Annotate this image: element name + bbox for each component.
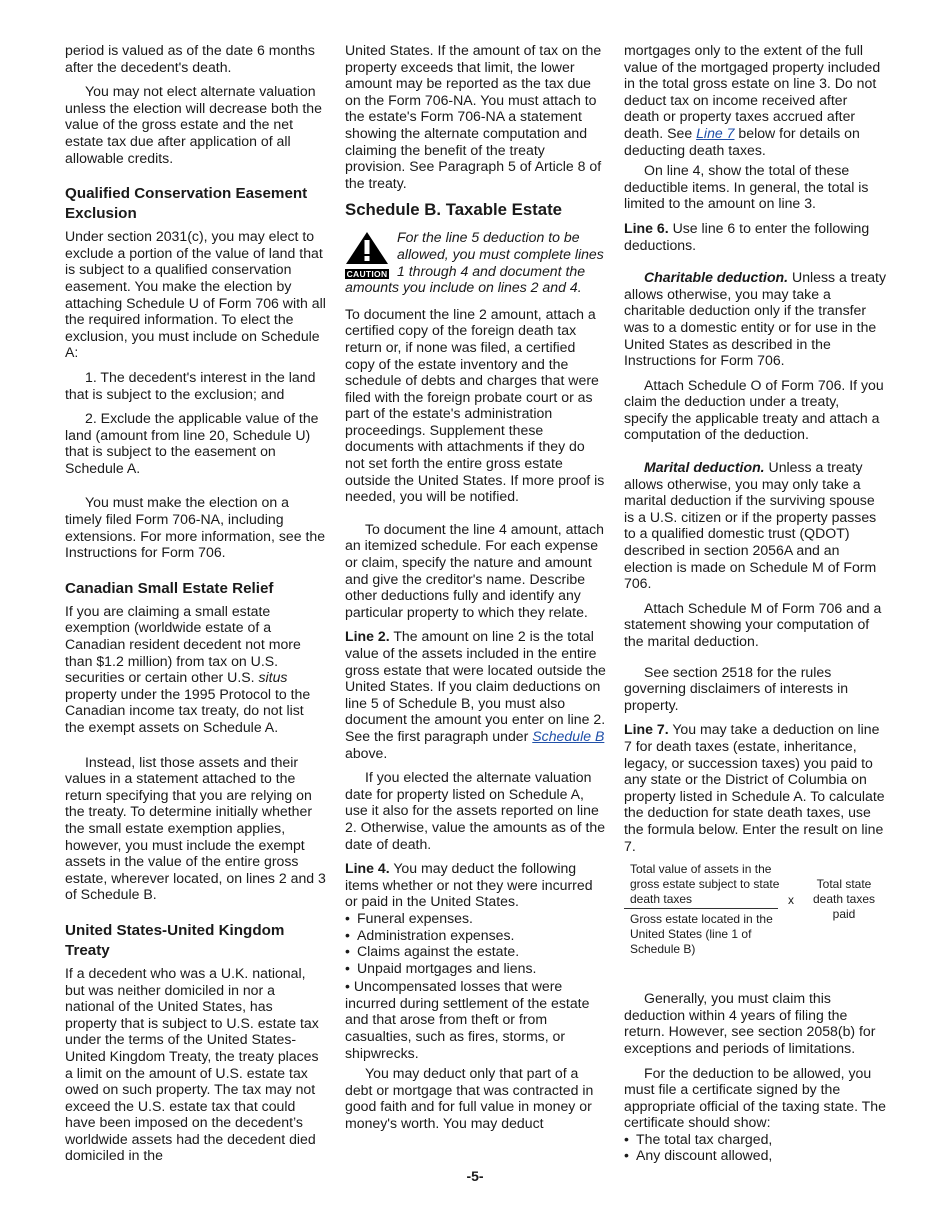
paragraph: You must make the election on a timely filed Form 706-NA, including extensions. For more information, see the Instructions for Form 706.	[65, 494, 326, 561]
paragraph: United States. If the amount of tax on the property exceeds that limit, the lower amount may be reported as the tax due on the Form 706-NA. You must attach to the estate's Form 706-NA a statement showing the alternate computation and claiming the benefit of the treaty provision. See Paragraph 5 of Article 8 of the treaty.	[345, 42, 602, 191]
list-item: • Funeral expenses.	[345, 910, 607, 927]
paragraph: If you are claiming a small estate exemption (worldwide estate of a Canadian resident decedent not more than $1.2 million) from tax on U.S. securities or certain other U.S. situs property under the 1995 Protocol to the Canadian income tax treaty, do not list the exempt assets on Schedule A.	[65, 602, 311, 735]
heading-qualified-conservation-easement: Qualified Conservation Easement Exclusion	[65, 185, 308, 223]
deduction-list	[345, 910, 607, 976]
paragraph-line-7: Line 7. You may take a deduction on line 7 for death taxes (estate, inheritance, legacy, or succession taxes) you paid to any state or the District of Columbia on property listed in Schedule A. To calculate the deduction for state death taxes, use the formula below. Enter the result on line 7.	[624, 721, 885, 854]
paragraph-marital-deduction: Marital deduction. Unless a treaty allows otherwise, you may only take a marital deduction if the surviving spouse is a U.S. citizen or if the property passes to a qualified domestic trust (QDOT) described in section 2056A and an election is made on Schedule M of Form 706.	[624, 459, 877, 592]
paragraph-charitable-deduction: Charitable deduction. Unless a treaty allows otherwise, you may take a charitable deduction only if the transfer was to a domestic entity or for use in the United States as described in the Instructions for Form 706.	[624, 269, 887, 369]
paragraph: To document the line 4 amount, attach an itemized schedule. For each expense or claim, specify the nature and amount and give the creditor's name. Describe other deductions fully and identify any particular property to which they relate.	[345, 520, 604, 620]
paragraph: See section 2518 for the rules governing disclaimers of interests in property.	[624, 663, 849, 713]
state-death-tax-formula	[624, 862, 886, 972]
line-7-link[interactable]: Line 7	[696, 124, 735, 141]
paragraph: mortgages only to the extent of the full value of the mortgaged property included in the total gross estate on line 3. Do not deduct tax on income received after death or property taxes accrued after death. See Line 7 below for details on deducting death taxes.	[624, 42, 881, 158]
list-item: • The total tax charged,	[624, 1131, 886, 1148]
formula-operator: x	[788, 893, 794, 908]
paragraph-line-4: Line 4. You may deduct the following items whether or not they were incurred or paid in the United States.	[345, 860, 593, 910]
paragraph: You may deduct only that part of a debt or mortgage that was contracted in good faith and for full value in money or money's worth. You may deduct	[345, 1065, 594, 1132]
certificate-list	[624, 1131, 886, 1164]
paragraph-line-2: Line 2. The amount on line 2 is the total value of the assets included in the entire gross estate that were located outside the United States. If you claim deductions on line 5 of Schedule B, you must also document the amount you enter on line 2. See the first paragraph under Schedule B above.	[345, 628, 606, 761]
situs-term: situs	[258, 669, 288, 686]
column-1	[65, 42, 327, 1172]
caution-text: For the line 5 deduction to be allowed, you must complete lines 1 through 4 and document the amounts you include on lines 2 and 4.	[345, 229, 604, 296]
list-item: 1. The decedent's interest in the land that is subject to the exclusion; and	[65, 368, 316, 402]
heading-canadian-small-estate-relief: Canadian Small Estate Relief	[65, 579, 274, 597]
formula-numerator: Total value of assets in the gross estate subject to state death taxes	[630, 862, 780, 907]
list-item: • Administration expenses.	[345, 927, 607, 944]
page-number: -5-	[466, 1168, 484, 1184]
heading-us-uk-treaty: United States-United Kingdom Treaty	[65, 921, 285, 959]
formula-denominator: Gross estate located in the United States (line 1 of Schedule B)	[630, 912, 773, 957]
paragraph: Instead, list those assets and their values in a statement attached to the return specifying that you are relying on the treaty. To determine initially whether the small estate exemption applies, however, you must include the exempt assets in the value of the entire gross estate, wherever located, on lines 2 and 3 of Schedule B.	[65, 753, 326, 903]
paragraph: Generally, you must claim this deduction within 4 years of filing the return. However, see section 2058(b) for exceptions and periods of limitations.	[624, 990, 876, 1056]
heading-schedule-b: Schedule B. Taxable Estate	[345, 200, 562, 220]
paragraph: Attach Schedule M of Form 706 and a statement showing your computation of the marital deduction.	[624, 599, 882, 649]
paragraph: For the deduction to be allowed, you must file a certificate signed by the appropriate official of the taxing state. The certificate should show:	[624, 1064, 886, 1131]
paragraph: To document the line 2 amount, attach a certified copy of the foreign death tax return or, if none was filed, a certified copy of the estate inventory and the schedule of debts and charges that were filed with the foreign probate court or as part of the estate's administration proceedings. Supplement these documents with attachments if they do not set forth the entire gross estate outside the United States. If more proof is needed, you will be notified.	[345, 305, 605, 505]
paragraph: On line 4, show the total of these deductible items. In general, the total is limited to the amount on line 3.	[624, 162, 869, 212]
paragraph: You may not elect alternate valuation unless the election will decrease both the value of the gross estate and the net estate tax due after application of all allowable credits.	[65, 83, 322, 166]
paragraph: Attach Schedule O of Form 706. If you claim the deduction under a treaty, specify the applicable treaty and attach a computation of the deduction.	[624, 376, 884, 443]
column-3	[624, 42, 886, 1164]
schedule-b-link[interactable]: Schedule B	[532, 727, 605, 744]
caution-note	[345, 229, 607, 295]
formula-result: Total state death taxes paid	[812, 877, 876, 922]
list-item: • Claims against the estate.	[345, 943, 607, 960]
paragraph-line-6: Line 6. Use line 6 to enter the following deductions.	[624, 219, 870, 253]
caution-label: CAUTION	[346, 268, 388, 279]
list-item: • Unpaid mortgages and liens.	[345, 960, 607, 977]
paragraph: If you elected the alternate valuation date for property listed on Schedule A, use it also for the assets reported on line 2. Otherwise, value the amounts as of the date of death.	[345, 769, 606, 852]
paragraph: If a decedent who was a U.K. national, but was neither domiciled in nor a national of the United States, has property that is subject to U.S. estate tax under the terms of the United States-United Kingdom Treaty, the treaty places a limit on the amount of U.S. estate tax owed on such property. The tax may not exceed the U.S. estate tax that could have been imposed on the decedent’s worldwide assets had the decedent died domiciled in the	[65, 964, 319, 1164]
paragraph: Under section 2031(c), you may elect to exclude a portion of the value of land that is subject to a qualified conservation easement. You make the election by attaching Schedule U of Form 706 with all the required information. To elect the exclusion, you must include on Schedule A:	[65, 228, 326, 361]
list-item: 2. Exclude the applicable value of the land (amount from line 20, Schedule U) that is subject to the easement on Schedule A.	[65, 410, 319, 476]
caution-icon	[345, 231, 389, 277]
column-2	[345, 42, 607, 1140]
paragraph: period is valued as of the date 6 months after the decedent's death.	[65, 42, 315, 75]
warning-triangle-icon	[345, 231, 389, 265]
list-item: • Any discount allowed,	[624, 1147, 886, 1164]
formula-fraction-bar	[624, 908, 778, 909]
list-item-hanging: • Uncompensated losses that were incurred during settlement of the estate and that arose from theft or from casualties, such as fires, storms, or shipwrecks.	[345, 978, 590, 1061]
